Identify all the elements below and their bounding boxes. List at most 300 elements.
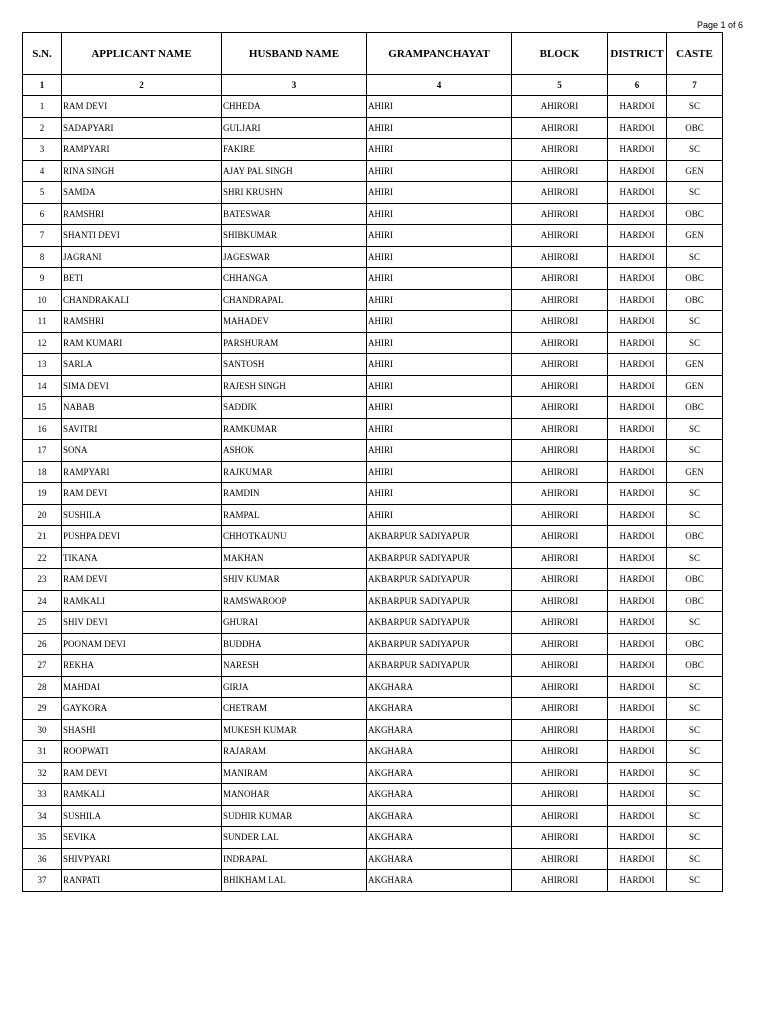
cell-sn: 36 [23, 848, 62, 870]
cell-applicant-name: SHIV DEVI [62, 612, 222, 634]
cell-applicant-name: PUSHPA DEVI [62, 526, 222, 548]
cell-sn: 31 [23, 741, 62, 763]
cell-block: AHIRORI [512, 827, 608, 849]
cell-applicant-name: RAMKALI [62, 784, 222, 806]
table-row [23, 483, 723, 505]
cell-husband-name: SANTOSH [222, 354, 367, 376]
cell-district: HARDOI [608, 225, 667, 247]
cell-husband-name: RAJKUMAR [222, 461, 367, 483]
cell-caste: OBC [667, 633, 723, 655]
cell-sn: 6 [23, 203, 62, 225]
cell-district: HARDOI [608, 483, 667, 505]
cell-applicant-name: SAVITRI [62, 418, 222, 440]
cell-grampanchayat: AKGHARA [367, 848, 512, 870]
cell-sn: 27 [23, 655, 62, 677]
cell-applicant-name: SADAPYARI [62, 117, 222, 139]
cell-district: HARDOI [608, 397, 667, 419]
cell-sn: 13 [23, 354, 62, 376]
cell-district: HARDOI [608, 182, 667, 204]
cell-district: HARDOI [608, 96, 667, 118]
cell-block: AHIRORI [512, 268, 608, 290]
cell-sn: 17 [23, 440, 62, 462]
cell-sn: 4 [23, 160, 62, 182]
cell-husband-name: SUDHIR KUMAR [222, 805, 367, 827]
cell-grampanchayat: AKGHARA [367, 805, 512, 827]
cell-sn: 25 [23, 612, 62, 634]
cell-sn: 21 [23, 526, 62, 548]
cell-sn: 26 [23, 633, 62, 655]
cell-applicant-name: RINA SINGH [62, 160, 222, 182]
cell-applicant-name: RAM DEVI [62, 96, 222, 118]
cell-husband-name: CHHANGA [222, 268, 367, 290]
cell-block: AHIRORI [512, 569, 608, 591]
cell-block: AHIRORI [512, 655, 608, 677]
cell-caste: SC [667, 332, 723, 354]
cell-applicant-name: RAMSHRI [62, 311, 222, 333]
cell-grampanchayat: AKGHARA [367, 870, 512, 892]
cell-block: AHIRORI [512, 612, 608, 634]
cell-caste: SC [667, 418, 723, 440]
cell-block: AHIRORI [512, 203, 608, 225]
cell-applicant-name: TIKANA [62, 547, 222, 569]
cell-sn: 12 [23, 332, 62, 354]
cell-applicant-name: BETI [62, 268, 222, 290]
cell-grampanchayat: AKBARPUR SADIYAPUR [367, 633, 512, 655]
cell-husband-name: SHIBKUMAR [222, 225, 367, 247]
cell-district: HARDOI [608, 612, 667, 634]
cell-block: AHIRORI [512, 311, 608, 333]
cell-district: HARDOI [608, 504, 667, 526]
cell-caste: SC [667, 96, 723, 118]
cell-sn: 14 [23, 375, 62, 397]
cell-district: HARDOI [608, 375, 667, 397]
cell-applicant-name: JAGRANI [62, 246, 222, 268]
cell-caste: SC [667, 483, 723, 505]
cell-applicant-name: ROOPWATI [62, 741, 222, 763]
cell-block: AHIRORI [512, 246, 608, 268]
cell-block: AHIRORI [512, 418, 608, 440]
cell-applicant-name: RANPATI [62, 870, 222, 892]
cell-block: AHIRORI [512, 504, 608, 526]
cell-district: HARDOI [608, 203, 667, 225]
cell-district: HARDOI [608, 117, 667, 139]
cell-husband-name: CHETRAM [222, 698, 367, 720]
cell-sn: 30 [23, 719, 62, 741]
table-row [23, 332, 723, 354]
cell-grampanchayat: AKBARPUR SADIYAPUR [367, 547, 512, 569]
cell-caste: GEN [667, 160, 723, 182]
cell-grampanchayat: AHIRI [367, 96, 512, 118]
table-row [23, 354, 723, 376]
cell-caste: GEN [667, 354, 723, 376]
cell-grampanchayat: AHIRI [367, 440, 512, 462]
table-row [23, 225, 723, 247]
cell-grampanchayat: AKBARPUR SADIYAPUR [367, 526, 512, 548]
cell-sn: 16 [23, 418, 62, 440]
cell-sn: 18 [23, 461, 62, 483]
cell-applicant-name: NABAB [62, 397, 222, 419]
cell-husband-name: SHIV KUMAR [222, 569, 367, 591]
table-row [23, 418, 723, 440]
cell-district: HARDOI [608, 676, 667, 698]
cell-grampanchayat: AHIRI [367, 117, 512, 139]
cell-caste: OBC [667, 590, 723, 612]
cell-sn: 8 [23, 246, 62, 268]
column-number: 1 [23, 75, 62, 96]
cell-husband-name: RAMKUMAR [222, 418, 367, 440]
cell-grampanchayat: AKBARPUR SADIYAPUR [367, 590, 512, 612]
cell-grampanchayat: AHIRI [367, 375, 512, 397]
cell-caste: SC [667, 182, 723, 204]
cell-district: HARDOI [608, 160, 667, 182]
cell-applicant-name: RAM DEVI [62, 569, 222, 591]
cell-grampanchayat: AKBARPUR SADIYAPUR [367, 612, 512, 634]
cell-caste: OBC [667, 569, 723, 591]
cell-grampanchayat: AHIRI [367, 311, 512, 333]
cell-block: AHIRORI [512, 762, 608, 784]
cell-block: AHIRORI [512, 848, 608, 870]
header-grampanchayat: GRAMPANCHAYAT [367, 33, 512, 75]
table-row [23, 827, 723, 849]
cell-block: AHIRORI [512, 547, 608, 569]
cell-block: AHIRORI [512, 182, 608, 204]
cell-district: HARDOI [608, 418, 667, 440]
cell-husband-name: SUNDER LAL [222, 827, 367, 849]
cell-caste: SC [667, 504, 723, 526]
cell-block: AHIRORI [512, 698, 608, 720]
cell-grampanchayat: AKGHARA [367, 762, 512, 784]
cell-grampanchayat: AHIRI [367, 246, 512, 268]
cell-applicant-name: REKHA [62, 655, 222, 677]
table-row [23, 311, 723, 333]
cell-husband-name: MANOHAR [222, 784, 367, 806]
table-row [23, 246, 723, 268]
table-row [23, 526, 723, 548]
cell-husband-name: BHIKHAM LAL [222, 870, 367, 892]
cell-grampanchayat: AHIRI [367, 139, 512, 161]
cell-sn: 20 [23, 504, 62, 526]
cell-applicant-name: RAMKALI [62, 590, 222, 612]
cell-sn: 28 [23, 676, 62, 698]
table-row [23, 375, 723, 397]
cell-husband-name: GHURAI [222, 612, 367, 634]
cell-district: HARDOI [608, 784, 667, 806]
cell-applicant-name: RAM KUMARI [62, 332, 222, 354]
cell-sn: 23 [23, 569, 62, 591]
cell-applicant-name: SARLA [62, 354, 222, 376]
cell-caste: SC [667, 547, 723, 569]
cell-husband-name: RAMPAL [222, 504, 367, 526]
table-row [23, 547, 723, 569]
page-number: Page 1 of 6 [696, 20, 743, 30]
cell-block: AHIRORI [512, 719, 608, 741]
table-row [23, 676, 723, 698]
cell-grampanchayat: AHIRI [367, 268, 512, 290]
cell-applicant-name: SUSHILA [62, 805, 222, 827]
cell-sn: 15 [23, 397, 62, 419]
table-row [23, 289, 723, 311]
cell-sn: 35 [23, 827, 62, 849]
cell-applicant-name: GAYKORA [62, 698, 222, 720]
cell-caste: OBC [667, 526, 723, 548]
column-number: 7 [667, 75, 723, 96]
cell-block: AHIRORI [512, 117, 608, 139]
cell-caste: SC [667, 870, 723, 892]
table-row [23, 96, 723, 118]
table-row [23, 182, 723, 204]
cell-district: HARDOI [608, 461, 667, 483]
cell-husband-name: SHRI KRUSHN [222, 182, 367, 204]
cell-grampanchayat: AHIRI [367, 461, 512, 483]
cell-husband-name: BATESWAR [222, 203, 367, 225]
column-number: 2 [62, 75, 222, 96]
cell-husband-name: SADDIK [222, 397, 367, 419]
cell-sn: 37 [23, 870, 62, 892]
cell-district: HARDOI [608, 698, 667, 720]
cell-sn: 32 [23, 762, 62, 784]
cell-husband-name: JAGESWAR [222, 246, 367, 268]
table-body [23, 96, 723, 892]
cell-applicant-name: SEVIKA [62, 827, 222, 849]
table-row [23, 590, 723, 612]
cell-caste: GEN [667, 461, 723, 483]
cell-grampanchayat: AHIRI [367, 483, 512, 505]
cell-district: HARDOI [608, 289, 667, 311]
cell-caste: OBC [667, 655, 723, 677]
header-applicant-name: APPLICANT NAME [62, 33, 222, 75]
cell-husband-name: GULJARI [222, 117, 367, 139]
cell-block: AHIRORI [512, 590, 608, 612]
cell-husband-name: CHANDRAPAL [222, 289, 367, 311]
table-row [23, 719, 723, 741]
cell-district: HARDOI [608, 827, 667, 849]
table-row [23, 160, 723, 182]
cell-husband-name: ASHOK [222, 440, 367, 462]
cell-grampanchayat: AKGHARA [367, 698, 512, 720]
header-caste: CASTE [667, 33, 723, 75]
cell-applicant-name: RAMPYARI [62, 461, 222, 483]
cell-applicant-name: SUSHILA [62, 504, 222, 526]
cell-husband-name: MAHADEV [222, 311, 367, 333]
table-row [23, 612, 723, 634]
cell-district: HARDOI [608, 848, 667, 870]
cell-caste: GEN [667, 225, 723, 247]
cell-grampanchayat: AHIRI [367, 504, 512, 526]
cell-district: HARDOI [608, 655, 667, 677]
cell-block: AHIRORI [512, 332, 608, 354]
cell-caste: OBC [667, 117, 723, 139]
cell-block: AHIRORI [512, 483, 608, 505]
cell-caste: SC [667, 827, 723, 849]
cell-sn: 24 [23, 590, 62, 612]
cell-grampanchayat: AKGHARA [367, 741, 512, 763]
cell-sn: 29 [23, 698, 62, 720]
table-row [23, 741, 723, 763]
cell-district: HARDOI [608, 569, 667, 591]
cell-block: AHIRORI [512, 440, 608, 462]
header-husband-name: HUSBAND NAME [222, 33, 367, 75]
header-row [23, 33, 723, 75]
cell-district: HARDOI [608, 332, 667, 354]
cell-grampanchayat: AHIRI [367, 397, 512, 419]
table-row [23, 698, 723, 720]
header-district: DISTRICT [608, 33, 667, 75]
table-row [23, 203, 723, 225]
cell-applicant-name: RAM DEVI [62, 762, 222, 784]
cell-district: HARDOI [608, 590, 667, 612]
header-sn: S.N. [23, 33, 62, 75]
cell-applicant-name: SONA [62, 440, 222, 462]
cell-caste: SC [667, 741, 723, 763]
cell-district: HARDOI [608, 268, 667, 290]
cell-applicant-name: SAMDA [62, 182, 222, 204]
cell-grampanchayat: AHIRI [367, 354, 512, 376]
cell-husband-name: MAKHAN [222, 547, 367, 569]
table-row [23, 117, 723, 139]
cell-block: AHIRORI [512, 225, 608, 247]
cell-caste: OBC [667, 397, 723, 419]
cell-block: AHIRORI [512, 139, 608, 161]
cell-district: HARDOI [608, 633, 667, 655]
cell-husband-name: RAMDIN [222, 483, 367, 505]
table-row [23, 139, 723, 161]
cell-caste: SC [667, 246, 723, 268]
cell-caste: SC [667, 719, 723, 741]
cell-district: HARDOI [608, 870, 667, 892]
table-row [23, 762, 723, 784]
cell-husband-name: CHHEDA [222, 96, 367, 118]
cell-district: HARDOI [608, 762, 667, 784]
cell-grampanchayat: AKGHARA [367, 719, 512, 741]
cell-caste: SC [667, 784, 723, 806]
cell-applicant-name: SHIVPYARI [62, 848, 222, 870]
cell-caste: SC [667, 440, 723, 462]
cell-grampanchayat: AHIRI [367, 160, 512, 182]
cell-grampanchayat: AKGHARA [367, 784, 512, 806]
cell-block: AHIRORI [512, 96, 608, 118]
cell-sn: 10 [23, 289, 62, 311]
cell-grampanchayat: AHIRI [367, 203, 512, 225]
cell-caste: SC [667, 612, 723, 634]
cell-husband-name: RAMSWAROOP [222, 590, 367, 612]
cell-caste: SC [667, 311, 723, 333]
cell-sn: 11 [23, 311, 62, 333]
cell-husband-name: PARSHURAM [222, 332, 367, 354]
cell-block: AHIRORI [512, 805, 608, 827]
cell-block: AHIRORI [512, 397, 608, 419]
cell-sn: 33 [23, 784, 62, 806]
cell-caste: SC [667, 762, 723, 784]
cell-sn: 3 [23, 139, 62, 161]
cell-grampanchayat: AHIRI [367, 418, 512, 440]
cell-caste: OBC [667, 289, 723, 311]
cell-applicant-name: RAM DEVI [62, 483, 222, 505]
cell-block: AHIRORI [512, 784, 608, 806]
cell-husband-name: MANIRAM [222, 762, 367, 784]
applicant-table [22, 32, 723, 892]
cell-husband-name: MUKESH KUMAR [222, 719, 367, 741]
table-row [23, 633, 723, 655]
cell-applicant-name: SIMA DEVI [62, 375, 222, 397]
cell-sn: 1 [23, 96, 62, 118]
cell-district: HARDOI [608, 741, 667, 763]
cell-grampanchayat: AKBARPUR SADIYAPUR [367, 655, 512, 677]
cell-applicant-name: CHANDRAKALI [62, 289, 222, 311]
column-number: 3 [222, 75, 367, 96]
cell-applicant-name: RAMSHRI [62, 203, 222, 225]
cell-district: HARDOI [608, 719, 667, 741]
column-number: 5 [512, 75, 608, 96]
cell-block: AHIRORI [512, 375, 608, 397]
cell-grampanchayat: AKBARPUR SADIYAPUR [367, 569, 512, 591]
cell-applicant-name: SHASHI [62, 719, 222, 741]
cell-applicant-name: RAMPYARI [62, 139, 222, 161]
cell-caste: SC [667, 698, 723, 720]
table-row [23, 397, 723, 419]
cell-sn: 5 [23, 182, 62, 204]
cell-block: AHIRORI [512, 289, 608, 311]
table-row [23, 461, 723, 483]
table-row [23, 870, 723, 892]
table-row [23, 440, 723, 462]
cell-grampanchayat: AKGHARA [367, 676, 512, 698]
column-number: 6 [608, 75, 667, 96]
column-number-row [23, 75, 723, 96]
cell-sn: 7 [23, 225, 62, 247]
cell-husband-name: CHHOTKAUNU [222, 526, 367, 548]
cell-block: AHIRORI [512, 160, 608, 182]
cell-husband-name: FAKIRE [222, 139, 367, 161]
cell-district: HARDOI [608, 311, 667, 333]
cell-husband-name: GIRJA [222, 676, 367, 698]
cell-district: HARDOI [608, 526, 667, 548]
table-row [23, 268, 723, 290]
cell-caste: GEN [667, 375, 723, 397]
cell-district: HARDOI [608, 139, 667, 161]
cell-block: AHIRORI [512, 676, 608, 698]
cell-caste: OBC [667, 203, 723, 225]
cell-district: HARDOI [608, 246, 667, 268]
table-row [23, 504, 723, 526]
table-row [23, 784, 723, 806]
cell-block: AHIRORI [512, 870, 608, 892]
cell-caste: SC [667, 805, 723, 827]
cell-applicant-name: SHANTI DEVI [62, 225, 222, 247]
cell-sn: 22 [23, 547, 62, 569]
cell-grampanchayat: AHIRI [367, 332, 512, 354]
cell-district: HARDOI [608, 805, 667, 827]
cell-district: HARDOI [608, 440, 667, 462]
cell-husband-name: INDRAPAL [222, 848, 367, 870]
cell-husband-name: AJAY PAL SINGH [222, 160, 367, 182]
cell-district: HARDOI [608, 354, 667, 376]
cell-block: AHIRORI [512, 354, 608, 376]
cell-husband-name: RAJARAM [222, 741, 367, 763]
table-row [23, 655, 723, 677]
cell-block: AHIRORI [512, 526, 608, 548]
cell-caste: SC [667, 848, 723, 870]
cell-grampanchayat: AHIRI [367, 182, 512, 204]
cell-block: AHIRORI [512, 461, 608, 483]
cell-applicant-name: MAHDAI [62, 676, 222, 698]
cell-block: AHIRORI [512, 741, 608, 763]
cell-grampanchayat: AKGHARA [367, 827, 512, 849]
cell-sn: 19 [23, 483, 62, 505]
column-number: 4 [367, 75, 512, 96]
cell-sn: 2 [23, 117, 62, 139]
cell-husband-name: RAJESH SINGH [222, 375, 367, 397]
cell-sn: 34 [23, 805, 62, 827]
